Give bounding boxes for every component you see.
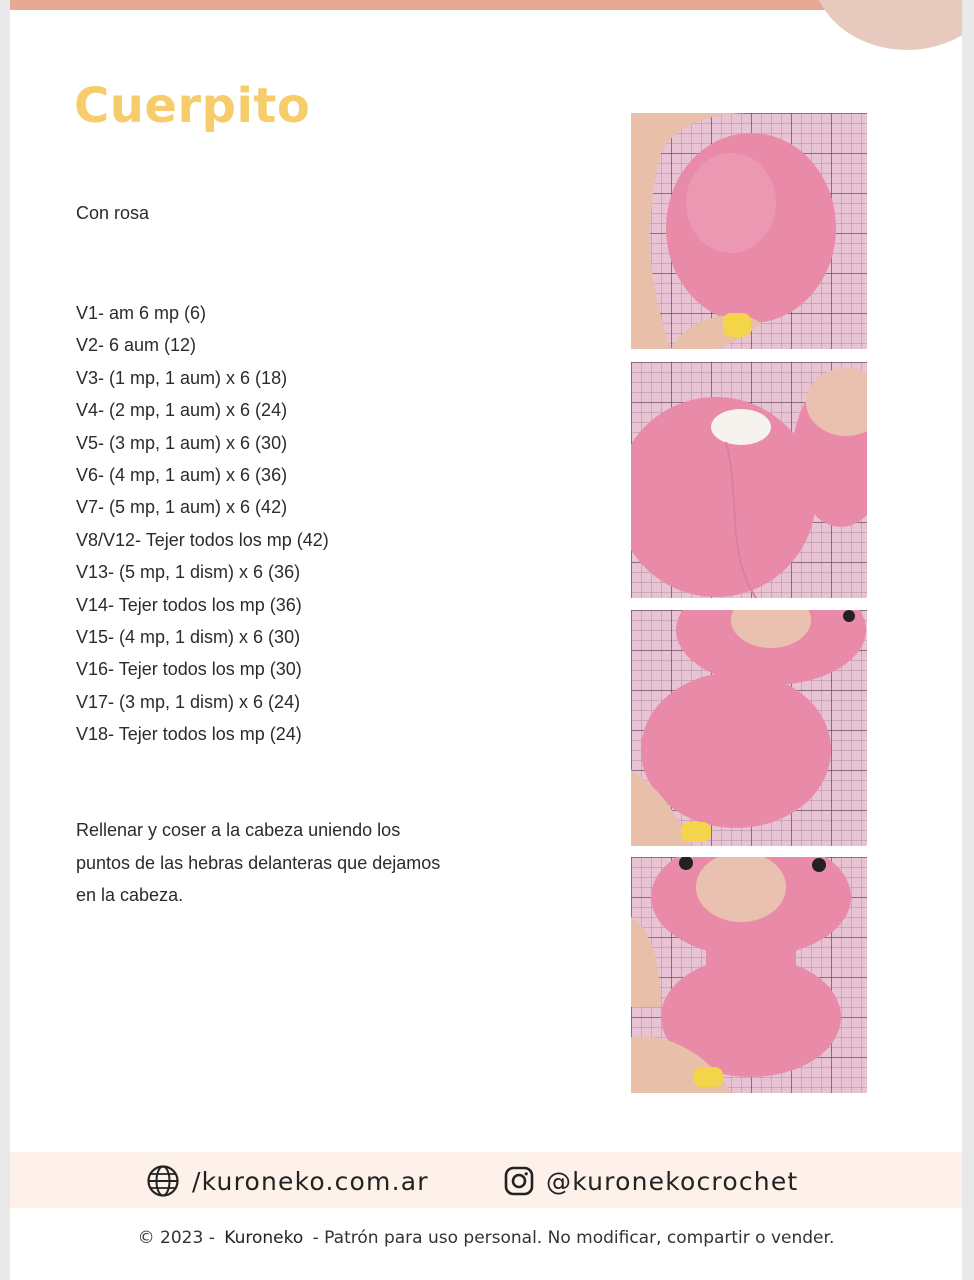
pattern-page <box>10 0 962 1280</box>
round-item: V2- 6 aum (12) <box>76 335 197 356</box>
round-item: V7- (5 mp, 1 aum) x 6 (42) <box>76 497 288 518</box>
round-item: V5- (3 mp, 1 aum) x 6 (30) <box>76 432 288 453</box>
round-item: V8/V12- Tejer todos los mp (42) <box>76 529 329 550</box>
website-link[interactable]: /kuroneko.com.ar <box>192 1166 429 1196</box>
round-item: V13- (5 mp, 1 dism) x 6 (36) <box>76 562 301 583</box>
instagram-contact[interactable] <box>504 1163 798 1199</box>
round-item: V6- (4 mp, 1 aum) x 6 (36) <box>76 464 288 485</box>
website-contact[interactable] <box>146 1163 429 1199</box>
yarn-color-note: Con rosa <box>76 203 150 223</box>
copyright-suffix: - Patrón para uso personal. No modificar, compartir o vender. <box>312 1228 835 1248</box>
round-item: V4- (2 mp, 1 aum) x 6 (24) <box>76 400 288 421</box>
progress-photo-1 <box>631 113 867 349</box>
round-item: V14- Tejer todos los mp (36) <box>76 594 302 615</box>
corner-decoration <box>812 0 962 50</box>
instagram-icon <box>504 1166 534 1196</box>
brand-name: Kuroneko <box>224 1228 304 1248</box>
round-item: V1- am 6 mp (6) <box>76 303 207 323</box>
copyright-prefix: © 2023 - <box>137 1228 215 1248</box>
page-title: Cuerpito <box>74 78 311 134</box>
round-item: V15- (4 mp, 1 dism) x 6 (30) <box>76 626 301 647</box>
finishing-instructions: Rellenar y coser a la cabeza uniendo los puntos de las hebras delanteras que dejamos en la cabeza. <box>76 820 441 905</box>
round-item: V3- (1 mp, 1 aum) x 6 (18) <box>76 367 288 388</box>
copyright-notice <box>10 1228 962 1248</box>
round-item: V18- Tejer todos los mp (24) <box>76 724 302 745</box>
globe-icon <box>146 1164 180 1198</box>
round-item: V17- (3 mp, 1 dism) x 6 (24) <box>76 691 301 712</box>
top-accent-bar <box>10 0 890 10</box>
round-list <box>76 297 329 750</box>
instagram-handle[interactable]: @kuronekocrochet <box>546 1166 799 1196</box>
progress-photo-3 <box>631 610 867 846</box>
progress-photo-2 <box>631 362 867 598</box>
round-item: V16- Tejer todos los mp (30) <box>76 659 302 680</box>
progress-photo-4 <box>631 857 867 1093</box>
